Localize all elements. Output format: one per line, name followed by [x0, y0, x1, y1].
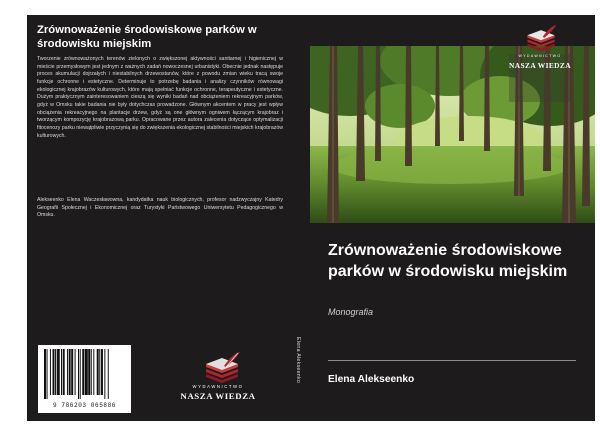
author-bio: Alekseenko Elena Waczesławowna, kandydatka nauk biologicznych, profesor nadzwyczajny Katedry Geografii Społecznej i Ekonomicznej oraz Turystyki Państwowego Uniwersytetu Pedagogicznego w Omsku. [37, 197, 283, 219]
publisher-label: WYDAWNICTWO [192, 384, 244, 389]
spine [289, 15, 310, 421]
front-cover-author: Elena Alekseenko [328, 374, 415, 385]
publisher-label: WYDAWNICTWO [518, 54, 562, 58]
book-stack-with-quill-icon [509, 23, 571, 53]
book-stack-with-quill-icon [176, 348, 260, 384]
publisher-name: NASZA WIEDZA [180, 391, 256, 401]
isbn-barcode [38, 345, 131, 413]
back-cover [27, 15, 289, 421]
front-cover-subtitle: Monografia [328, 307, 374, 317]
back-cover-blurb: Tworzenie zrównoważonych terenów zielonych o zwiększonej aktywności sanitarnej i higienicznej w mieście przemysłowym jest jednym z ważnych zadań nowoczesnej urbanistyki. Obecnie jednak następuje proces akumulacji dojrzałych i niestabilnych drzewostanów, które z powodu zmian wieku tracą swoje funkcje ochronne i estetyczne. Determinuje to potrzebę badania i analizy czynników równowagi ekologicznej krajobrazów kulturowych, które mają spełniać funkcje ochronne, terapeutyczne i estetyczne. Dużym praktycznym zainteresowaniem cieszą się wyniki badań nad obciążeniem rekreacyjnym parków, gdyż w Omsku takie badania nie były dotychczas prowadzone. Głównym akcentem w pracy jest wpływ obciążenia rekreacyjnego na plantacje drzew, gdyż są one głównym ogniwem łączącym krajobraz i tworzącym kompozycję krajobrazową parku. Opracowane przez autora zalecenia dotyczące optymalizacji fitocenozy parku niewątpliwie przyczynią się do zwiększenia ekologicznej stabilności miejskich krajobrazów kulturowych. [37, 56, 283, 139]
barcode-bars [44, 349, 125, 399]
publisher-name: NASZA WIEDZA [509, 61, 571, 70]
publisher-logo-back [176, 348, 260, 408]
divider [328, 360, 576, 361]
isbn-number: 9 786203 065886 [52, 402, 116, 409]
publisher-logo-front [509, 23, 571, 75]
spine-author: Elena Alekseenko [295, 337, 301, 384]
front-cover [310, 15, 595, 421]
back-cover-title: Zrównoważenie środowiskowe parków w środowisku miejskim [37, 24, 257, 50]
front-cover-title: Zrównoważenie środowiskowe parków w środowisku miejskim [328, 242, 568, 280]
